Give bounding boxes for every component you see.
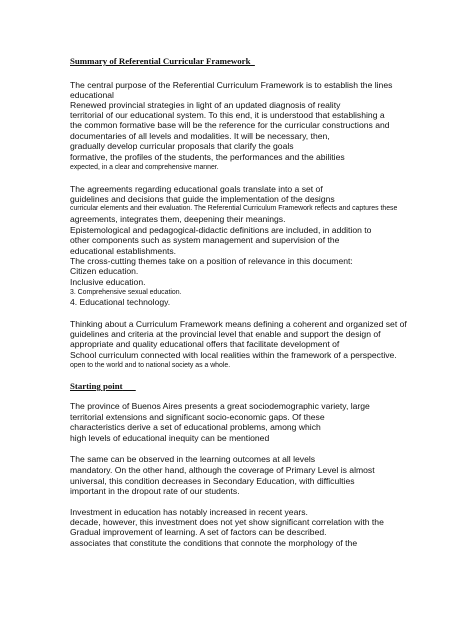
text-line: Investment in education has notably increased in recent years. <box>70 507 308 517</box>
text-line: agreements, integrates them, deepening their meanings. <box>70 214 286 224</box>
text-line: Epistemological and pedagogical-didactic definitions are included, in addition to <box>70 225 372 235</box>
section-heading-starting-point: Starting point <box>70 381 123 391</box>
text-line: 4. Educational technology. <box>70 297 171 307</box>
text-line: decade, however, this investment does not yet show significant correlation with the <box>70 517 384 527</box>
text-line: 3. Comprehensive sexual education. <box>70 289 182 296</box>
text-line: appropriate and quality educational offers that facilitate development of <box>70 339 340 349</box>
text-line: The same can be observed in the learning outcomes at all levels <box>70 454 316 464</box>
text-line: formative, the profiles of the students, the performances and the abilities <box>70 152 345 162</box>
text-line: mandatory. On the other hand, although the coverage of Primary Level is almost <box>70 465 375 475</box>
text-line: gradually develop curricular proposals that clarify the goals <box>70 141 294 151</box>
text-line: other components such as system management and supervision of the <box>70 235 340 245</box>
text-line: The central purpose of the Referential Curriculum Framework is to establish the lines <box>70 80 393 90</box>
text-line: Renewed provincial strategies in light of an updated diagnosis of reality <box>70 100 341 110</box>
text-line: educational <box>70 90 114 100</box>
text-line: open to the world and to national society as a whole. <box>70 362 231 369</box>
text-line: territorial extensions and significant socio-economic gaps. Of these <box>70 412 325 422</box>
text-line: territorial of our educational system. To this end, it is understood that establishing a <box>70 110 385 120</box>
text-line: Gradual improvement of learning. A set of factors can be described. <box>70 527 327 537</box>
text-line: universal, this condition decreases in Secondary Education, with difficulties <box>70 476 355 486</box>
text-line: the common formative base will be the reference for the curricular constructions and <box>70 120 390 130</box>
text-line: documentaries of all levels and modalities. It will be necessary, then, <box>70 131 330 141</box>
text-line: Thinking about a Curriculum Framework means defining a coherent and organized set of <box>70 319 407 329</box>
text-line: School curriculum connected with local realities within the framework of a perspective. <box>70 350 397 360</box>
text-line: Inclusive education. <box>70 277 146 287</box>
text-line: The agreements regarding educational goals translate into a set of <box>70 184 323 194</box>
text-line: guidelines and decisions that guide the implementation of the designs <box>70 194 335 204</box>
text-line: guidelines and criteria at the provincial level that enable and support the design of <box>70 329 381 339</box>
text-line: high levels of educational inequity can be mentioned <box>70 433 270 443</box>
section-heading-summary: Summary of Referential Curricular Framework <box>70 56 251 66</box>
text-line: expected, in a clear and comprehensive manner. <box>70 164 219 171</box>
text-line: important in the dropout rate of our students. <box>70 486 240 496</box>
text-line: Citizen education. <box>70 266 139 276</box>
text-line: educational establishments. <box>70 246 177 256</box>
text-line: The cross-cutting themes take on a position of relevance in this document: <box>70 256 353 266</box>
text-line: characteristics derive a set of educational problems, among which <box>70 422 321 432</box>
text-line: curricular elements and their evaluation. The Referential Curriculum Framework reflects and captures these <box>70 205 398 212</box>
text-line: The province of Buenos Aires presents a great sociodemographic variety, large <box>70 401 370 411</box>
text-line: associates that constitute the conditions that connote the morphology of the <box>70 538 358 548</box>
